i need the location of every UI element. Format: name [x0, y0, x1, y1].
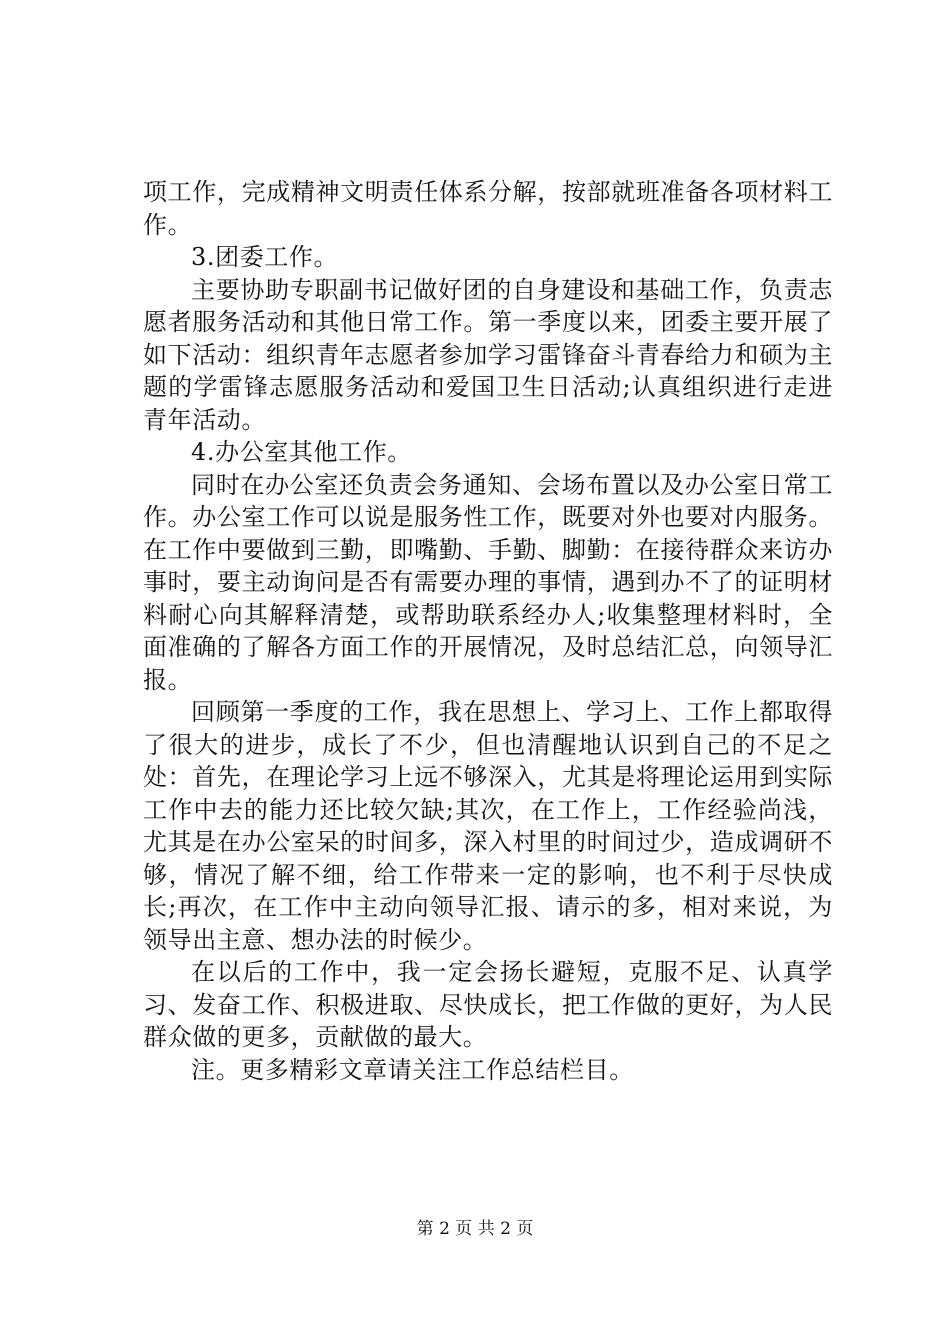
- heading-league-committee-work: 3.团委工作。: [191, 243, 339, 271]
- paragraph-office-work: 同时在办公室还负责会务通知、会场布置以及办公室日常工作。办公室工作可以说是服务性工作，既要对外也要对内服务。在工作中要做到三勤，即嘴勤、手勤、脚勤：在接待群众来访办事时，要主动询问是否有需要办理的事情，遇到办不了的证明材料耐心向其解释清楚，或帮助联系经办人;收集整理材料时，全面准确的了解各方面工作的开展情况，及时总结汇总，向领导汇报。: [143, 470, 833, 694]
- document-body: [143, 176, 833, 1086]
- paragraph-note: 注。更多精彩文章请关注工作总结栏目。: [191, 1055, 634, 1084]
- paragraph-review: 回顾第一季度的工作，我在思想上、学习上、工作上都取得了很大的进步，成长了不少，但也清醒地认识到自己的不足之处：首先，在理论学习上远不够深入，尤其是将理论运用到实际工作中去的能力还比较欠缺;其次，在工作上，工作经验尚浅，尤其是在办公室呆的时间多，深入村里的时间过少，造成调研不够，情况了解不细，给工作带来一定的影响，也不利于尽快成长;再次，在工作中主动向领导汇报、请示的多，相对来说，为领导出主意、想办法的时候少。: [143, 698, 833, 954]
- page-number-footer: 第 2 页 共 2 页: [416, 1219, 534, 1239]
- paragraph-future: 在以后的工作中，我一定会扬长避短，克服不足、认真学习、发奋工作、积极进取、尽快成长，把工作做的更好，为人民群众做的更多，贡献做的最大。: [143, 958, 833, 1051]
- paragraph-continuation: 项工作，完成精神文明责任体系分解，按部就班准备各项材料工作。: [143, 178, 833, 239]
- heading-office-other-work: 4.办公室其他工作。: [191, 438, 412, 466]
- paragraph-league-committee: 主要协助专职副书记做好团的自身建设和基础工作，负责志愿者服务活动和其他日常工作。第一季度以来，团委主要开展了如下活动：组织青年志愿者参加学习雷锋奋斗青春给力和硕为主题的学雷锋志愿服务活动和爱国卫生日活动;认真组织进行走进青年活动。: [143, 275, 833, 434]
